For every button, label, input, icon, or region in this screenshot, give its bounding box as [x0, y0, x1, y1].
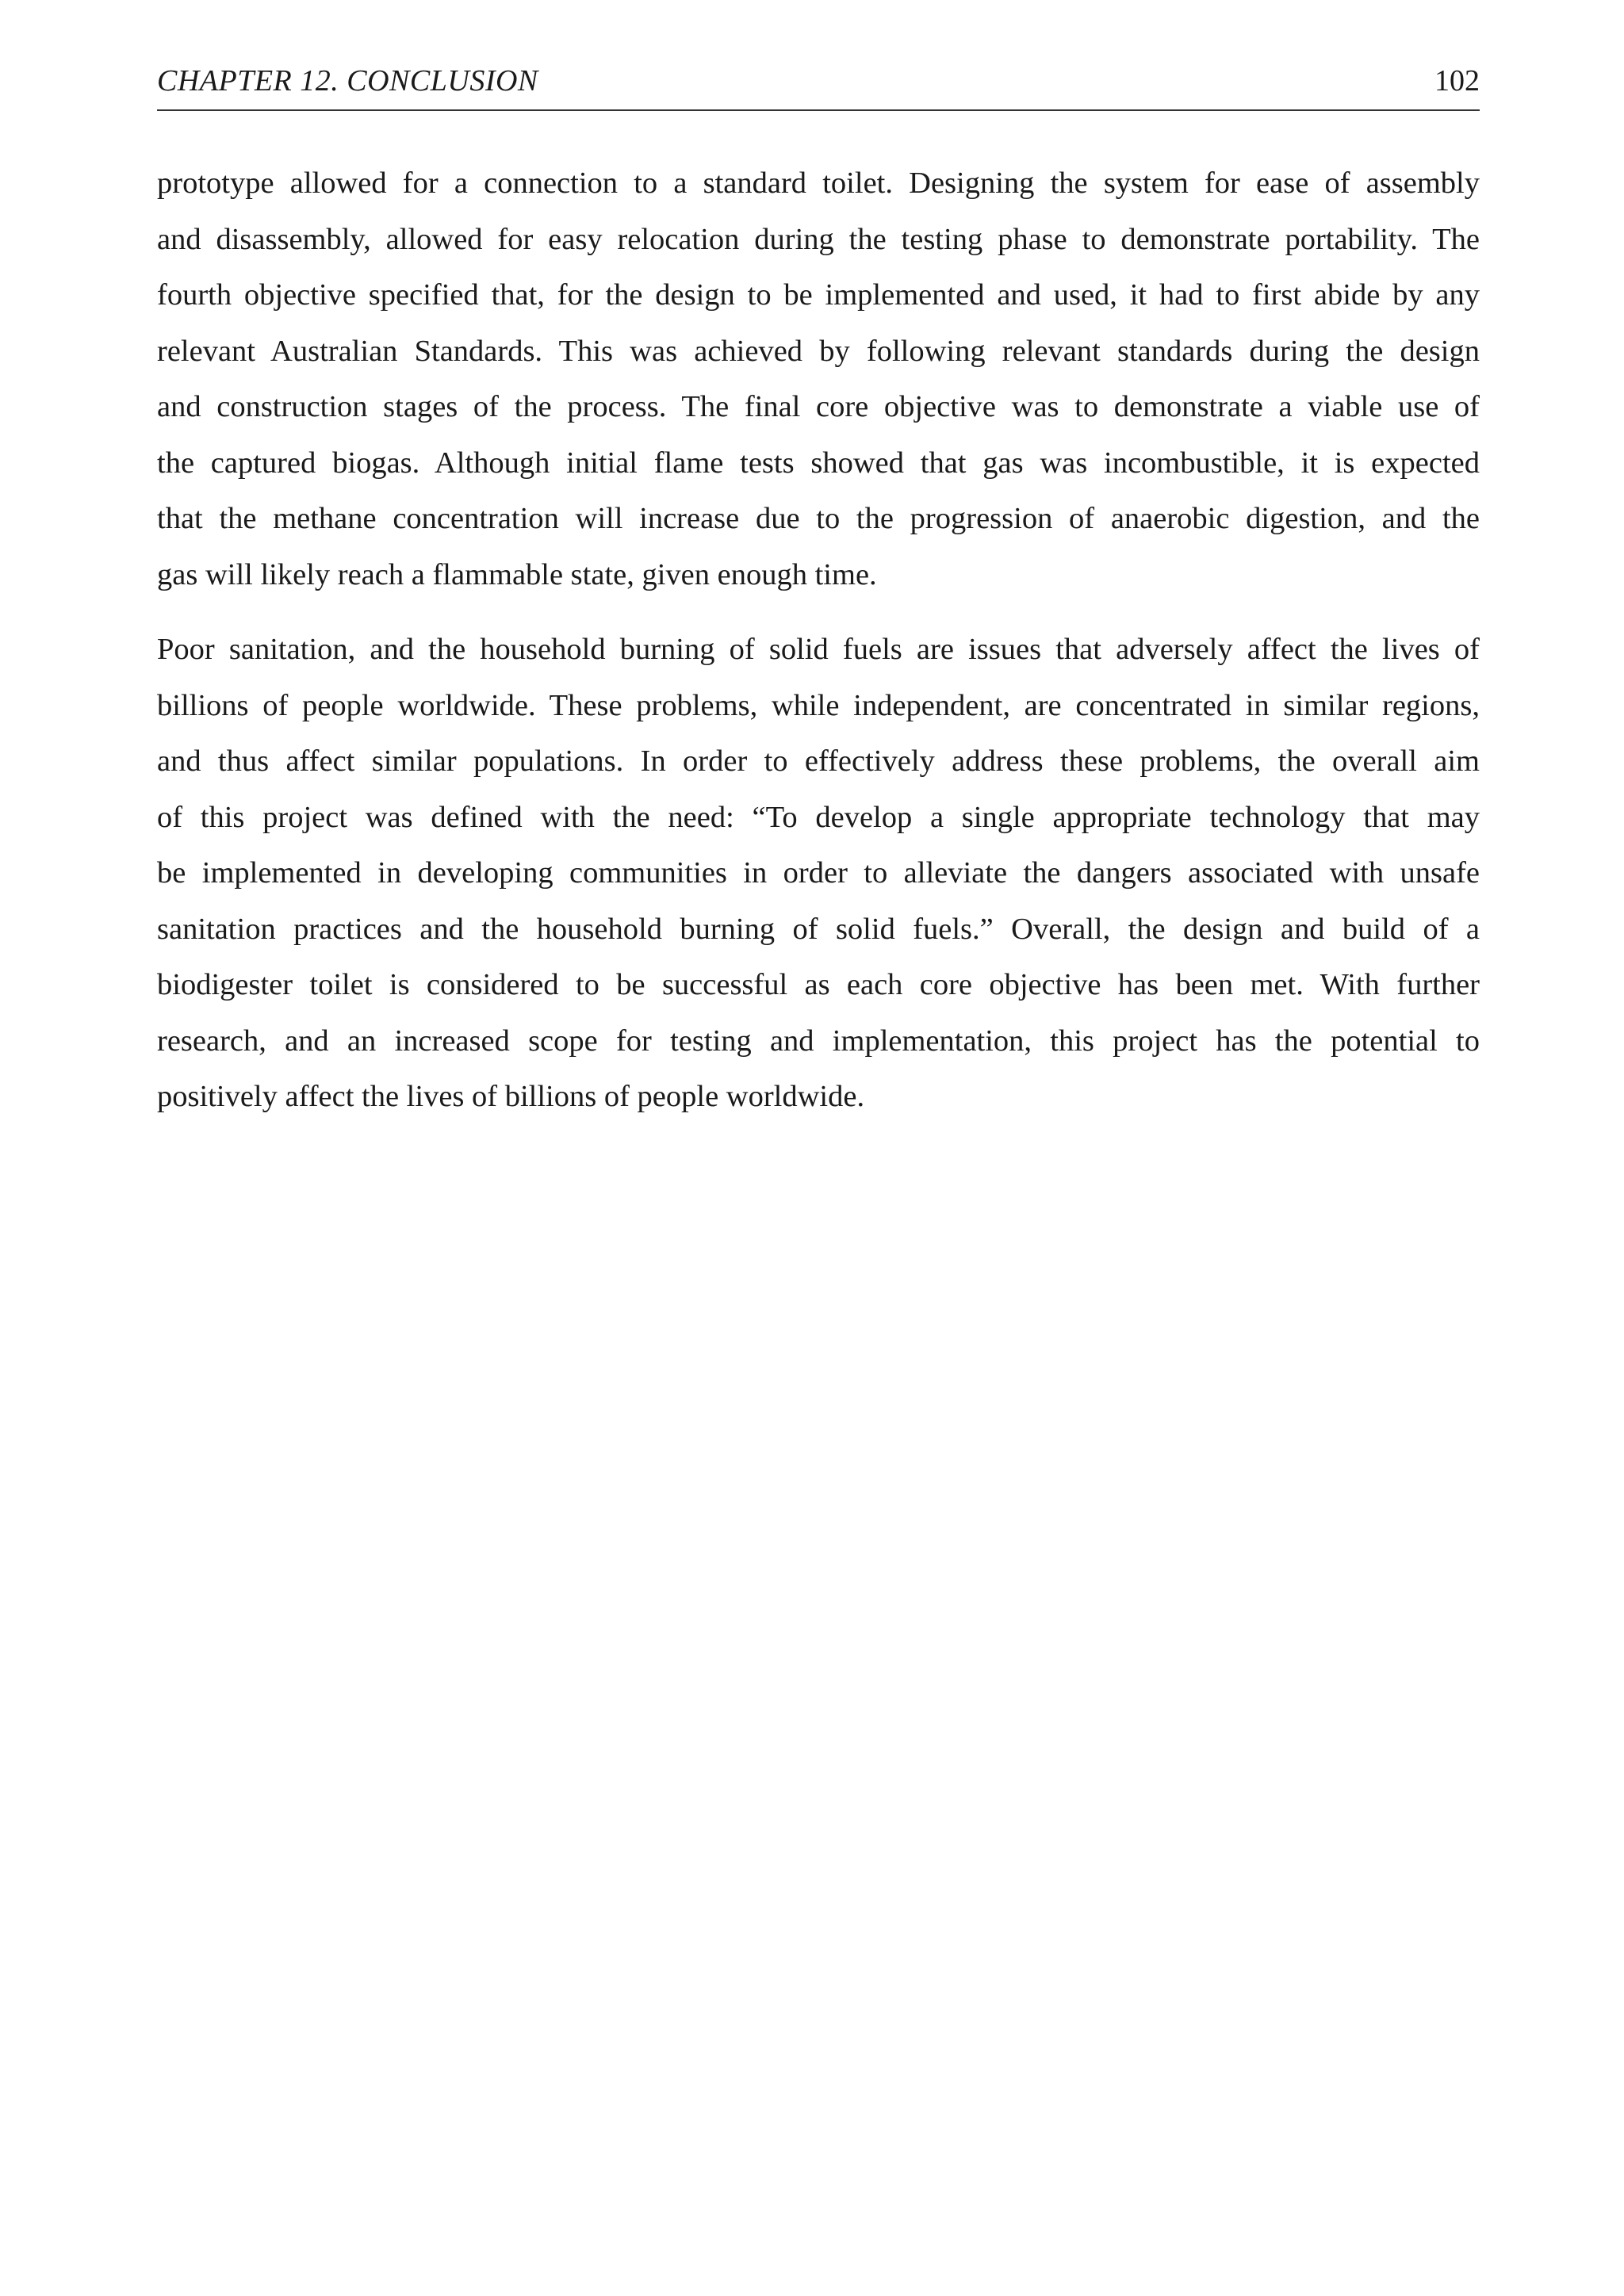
- text-line: of this project was defined with the need: “To develop a single appropriate technology that may: [157, 800, 1480, 834]
- body-text: [157, 155, 1480, 1144]
- running-header: [157, 60, 1480, 111]
- text-line: relevant Australian Standards. This was achieved by following relevant standards during the design: [157, 334, 1480, 368]
- text-line: the captured biogas. Although initial flame tests showed that gas was incombustible, it is expected: [157, 446, 1480, 480]
- text-line: prototype allowed for a connection to a standard toilet. Designing the system for ease of assembly: [157, 166, 1480, 200]
- paragraph-1: [157, 155, 1480, 603]
- text-line: and disassembly, allowed for easy relocation during the testing phase to demonstrate portability. The: [157, 222, 1480, 256]
- paragraph-2: [157, 622, 1480, 1125]
- text-line: that the methane concentration will increase due to the progression of anaerobic digestion, and the: [157, 502, 1480, 535]
- text-line: positively affect the lives of billions of people worldwide.: [157, 1080, 865, 1113]
- text-line: biodigester toilet is considered to be successful as each core objective has been met. With further: [157, 968, 1480, 1001]
- chapter-title: CHAPTER 12. CONCLUSION: [157, 64, 538, 98]
- text-line: be implemented in developing communities in order to alleviate the dangers associated with unsafe: [157, 856, 1480, 890]
- text-line: fourth objective specified that, for the design to be implemented and used, it had to first abide by any: [157, 278, 1480, 312]
- text-line: billions of people worldwide. These problems, while independent, are concentrated in similar regions,: [157, 688, 1480, 722]
- text-line: and construction stages of the process. The final core objective was to demonstrate a viable use of: [157, 390, 1480, 423]
- page-number: 102: [1434, 64, 1480, 98]
- text-line: Poor sanitation, and the household burning of solid fuels are issues that adversely affect the lives of: [157, 633, 1480, 666]
- text-line: research, and an increased scope for testing and implementation, this project has the potential to: [157, 1024, 1480, 1058]
- text-line: and thus affect similar populations. In order to effectively address these problems, the overall aim: [157, 744, 1480, 778]
- text-line: sanitation practices and the household burning of solid fuels.” Overall, the design and build of a: [157, 912, 1480, 946]
- text-line: gas will likely reach a flammable state, given enough time.: [157, 557, 877, 591]
